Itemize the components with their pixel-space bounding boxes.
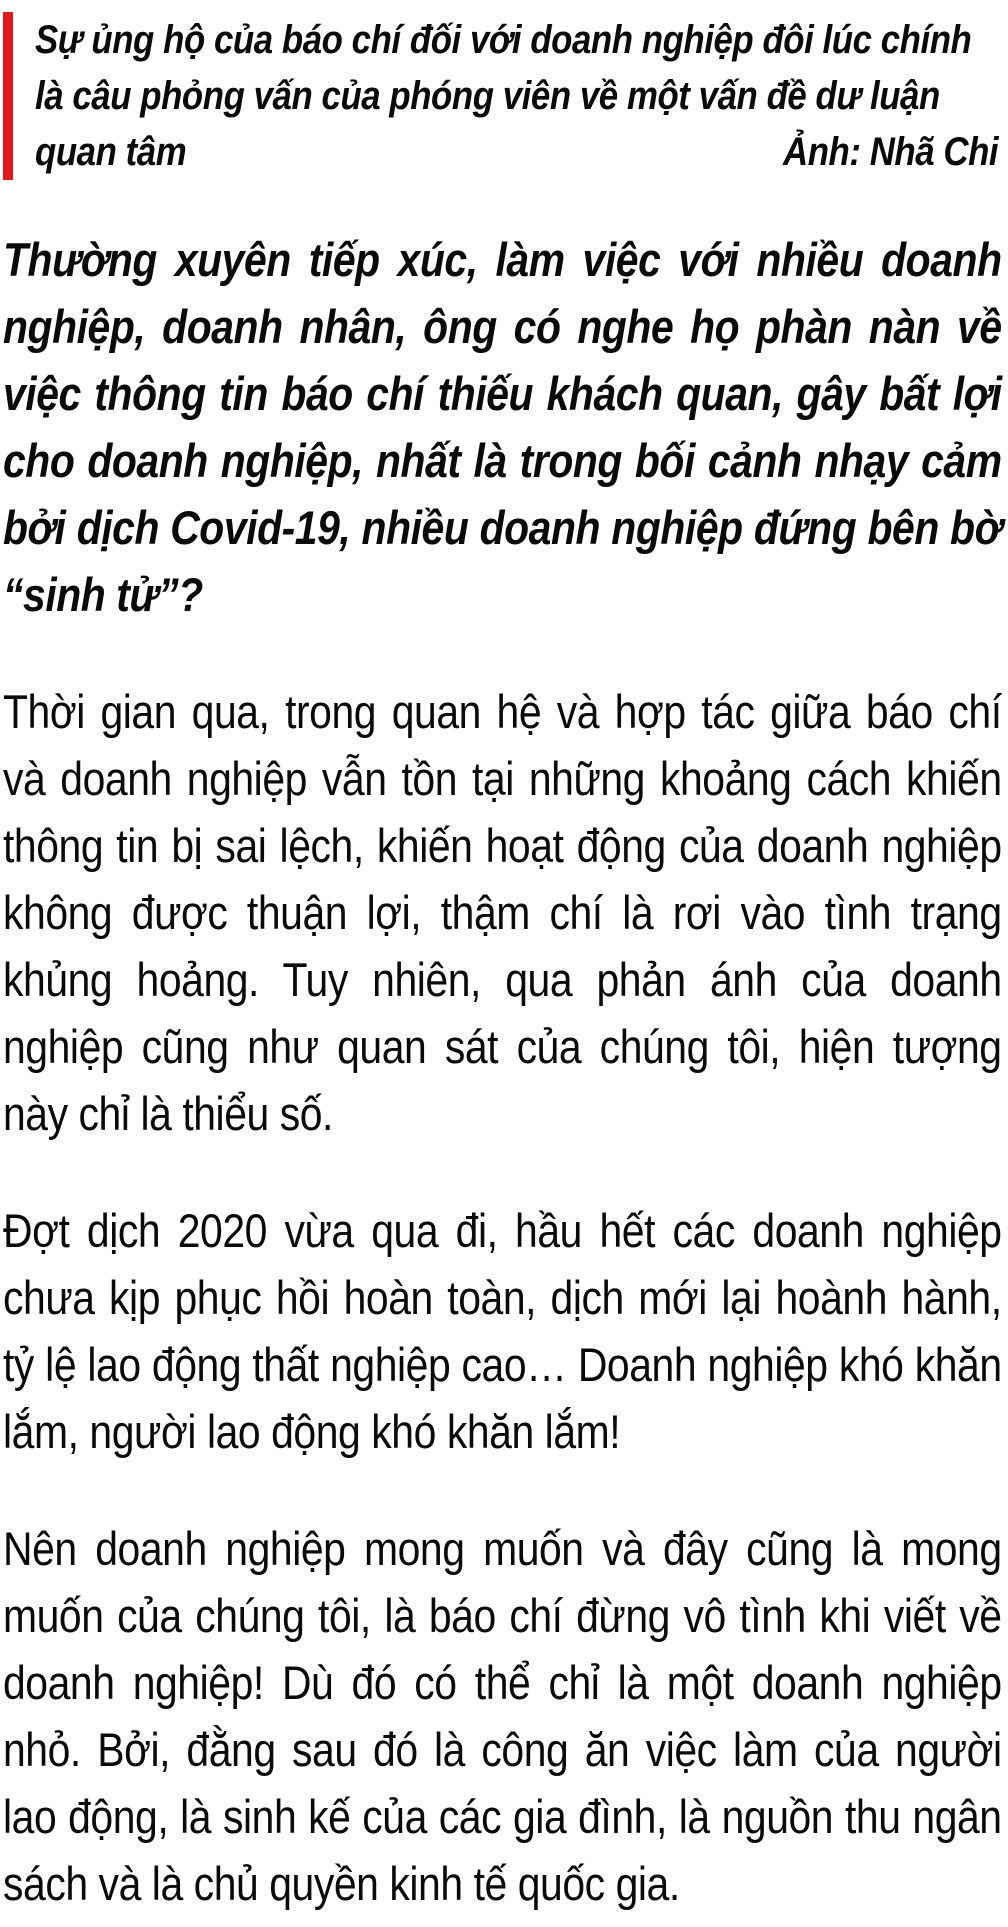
photo-credit: Ảnh: Nhã Chi xyxy=(782,130,999,174)
answer-paragraph-1: Thời gian qua, trong quan hệ và hợp tác giữa báo chí và doanh nghiệp vẫn tồn tại những khoảng cách khiến thông tin bị sai lệch, khiến hoạt động của doanh nghiệp không được thuận lợi, thậm chí là rơi vào tình trạng khủng hoảng. Tuy nhiên, qua phản ánh của doanh nghiệp cũng như quan sát của chúng tôi, hiện tượng này chỉ là thiểu số. xyxy=(3,685,1002,1140)
interview-question: Thường xuyên tiếp xúc, làm việc với nhiều doanh nghiệp, doanh nhân, ông có nghe họ phàn nàn về việc thông tin báo chí thiếu khách quan, gây bất lợi cho doanh nghiệp, nhất là trong bối cảnh nhạy cảm bởi dịch Covid-19, nhiều doanh nghiệp đứng bên bờ “sinh tử”? xyxy=(3,233,1002,621)
caption-accent-bar-content xyxy=(35,12,1002,180)
answer-paragraph-3: Nên doanh nghiệp mong muốn và đây cũng là mong muốn của chúng tôi, là báo chí đừng vô tình khi viết về doanh nghiệp! Dù đó có thể chỉ là một doanh nghiệp nhỏ. Bởi, đằng sau đó là công ăn việc làm của người lao động, là sinh kế của các gia đình, là nguồn thu ngân sách và là chủ quyền kinh tế quốc gia. xyxy=(3,1522,1002,1910)
caption-text: Sự ủng hộ của báo chí đối với doanh nghiệp đôi lúc chính là câu phỏng vấn của phóng viên về một vấn đề dư luận quan tâm xyxy=(35,18,972,174)
figure-caption xyxy=(3,12,1002,180)
answer-paragraph-2: Đợt dịch 2020 vừa qua đi, hầu hết các doanh nghiệp chưa kịp phục hồi hoàn toàn, dịch mới lại hoành hành, tỷ lệ lao động thất nghiệp cao… Doanh nghiệp khó khăn lắm, người lao động khó khăn lắm! xyxy=(3,1204,1002,1458)
